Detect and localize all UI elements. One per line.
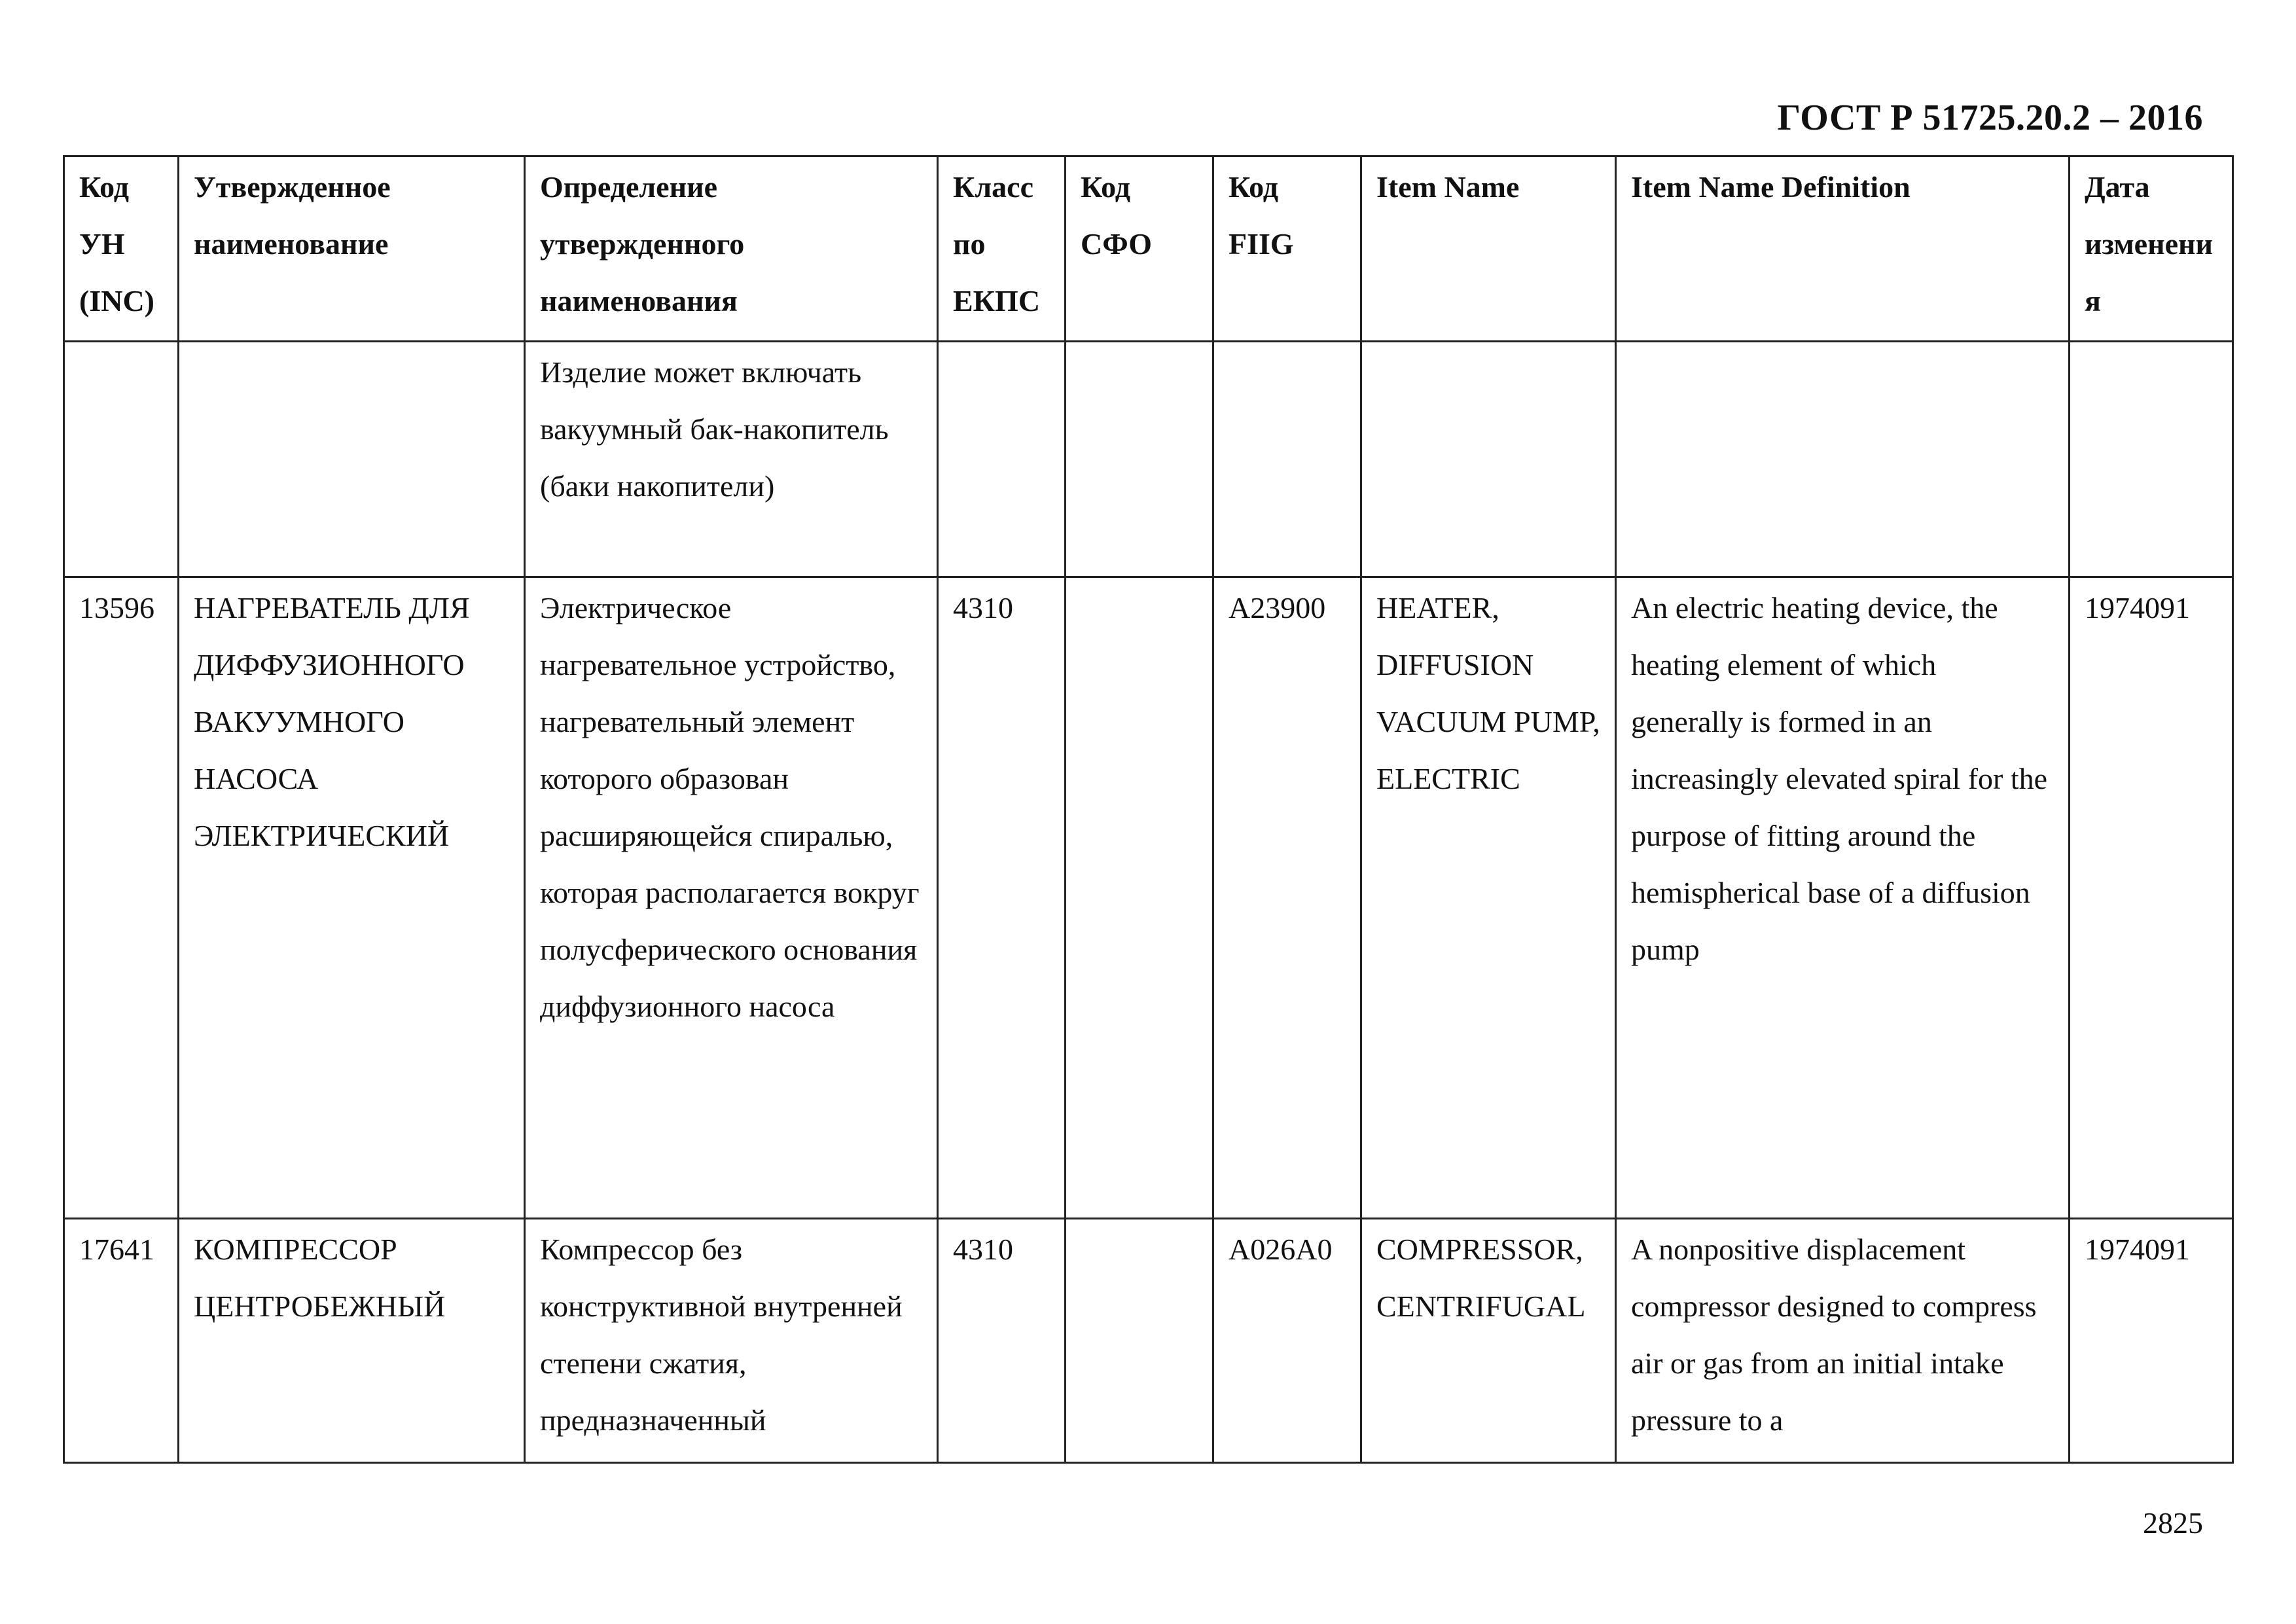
cell-inc: 17641 <box>64 1219 179 1463</box>
cell-inc <box>64 342 179 577</box>
cell-approved-name <box>179 342 525 577</box>
header-ekps-class: Класс по ЕКПС <box>938 156 1066 342</box>
header-approved-name: Утвержденное наименование <box>179 156 525 342</box>
header-item-name: Item Name <box>1361 156 1616 342</box>
cell-change-date <box>2070 342 2233 577</box>
cell-item-name-definition: An electric heating device, the heating element of which generally is formed in an increasingly elevated spiral for the purpose of fitting around the hemispherical base of a diffusion pump <box>1616 577 2070 1219</box>
header-change-date: Дата изменения <box>2070 156 2233 342</box>
page-number: 2825 <box>2143 1506 2203 1540</box>
catalog-table <box>63 155 2234 1464</box>
document-standard-id: ГОСТ Р 51725.20.2 – 2016 <box>1777 98 2203 138</box>
cell-item-name: HEATER, DIFFUSION VACUUM PUMP, ELECTRIC <box>1361 577 1616 1219</box>
header-fiig-code: Код FIIG <box>1213 156 1361 342</box>
cell-approved-name: КОМПРЕССОР ЦЕНТРОБЕЖНЫЙ <box>179 1219 525 1463</box>
cell-definition: Электрическое нагревательное устройство, нагревательный элемент которого образован расширяющейся спиралью, которая располагается вокруг полусферического основания диффузионного насоса <box>525 577 938 1219</box>
cell-sfo-code <box>1066 1219 1213 1463</box>
cell-change-date: 1974091 <box>2070 577 2233 1219</box>
cell-fiig-code: A23900 <box>1213 577 1361 1219</box>
header-inc: Код УН (INC) <box>64 156 179 342</box>
cell-ekps-class: 4310 <box>938 577 1066 1219</box>
cell-ekps-class: 4310 <box>938 1219 1066 1463</box>
cell-item-name-definition <box>1616 342 2070 577</box>
cell-item-name <box>1361 342 1616 577</box>
cell-item-name: COMPRESSOR, CENTRIFUGAL <box>1361 1219 1616 1463</box>
cell-sfo-code <box>1066 342 1213 577</box>
cell-ekps-class <box>938 342 1066 577</box>
cell-change-date: 1974091 <box>2070 1219 2233 1463</box>
cell-inc: 13596 <box>64 577 179 1219</box>
cell-sfo-code <box>1066 577 1213 1219</box>
header-definition: Определение утвержденного наименования <box>525 156 938 342</box>
cell-approved-name: НАГРЕВАТЕЛЬ ДЛЯ ДИФФУЗИОННОГО ВАКУУМНОГО НАСОСА ЭЛЕКТРИЧЕСКИЙ <box>179 577 525 1219</box>
header-sfo-code: Код СФО <box>1066 156 1213 342</box>
cell-fiig-code: A026A0 <box>1213 1219 1361 1463</box>
cell-item-name-definition: A nonpositive displacement compressor designed to compress air or gas from an initial intake pressure to a <box>1616 1219 2070 1463</box>
table-row <box>64 342 2233 577</box>
table-row <box>64 577 2233 1219</box>
table-row <box>64 1219 2233 1463</box>
cell-definition: Компрессор без конструктивной внутренней степени сжатия, предназначенный <box>525 1219 938 1463</box>
table-header-row <box>64 156 2233 342</box>
cell-fiig-code <box>1213 342 1361 577</box>
header-item-name-definition: Item Name Definition <box>1616 156 2070 342</box>
cell-definition: Изделие может включать вакуумный бак-накопитель (баки накопители) <box>525 342 938 577</box>
